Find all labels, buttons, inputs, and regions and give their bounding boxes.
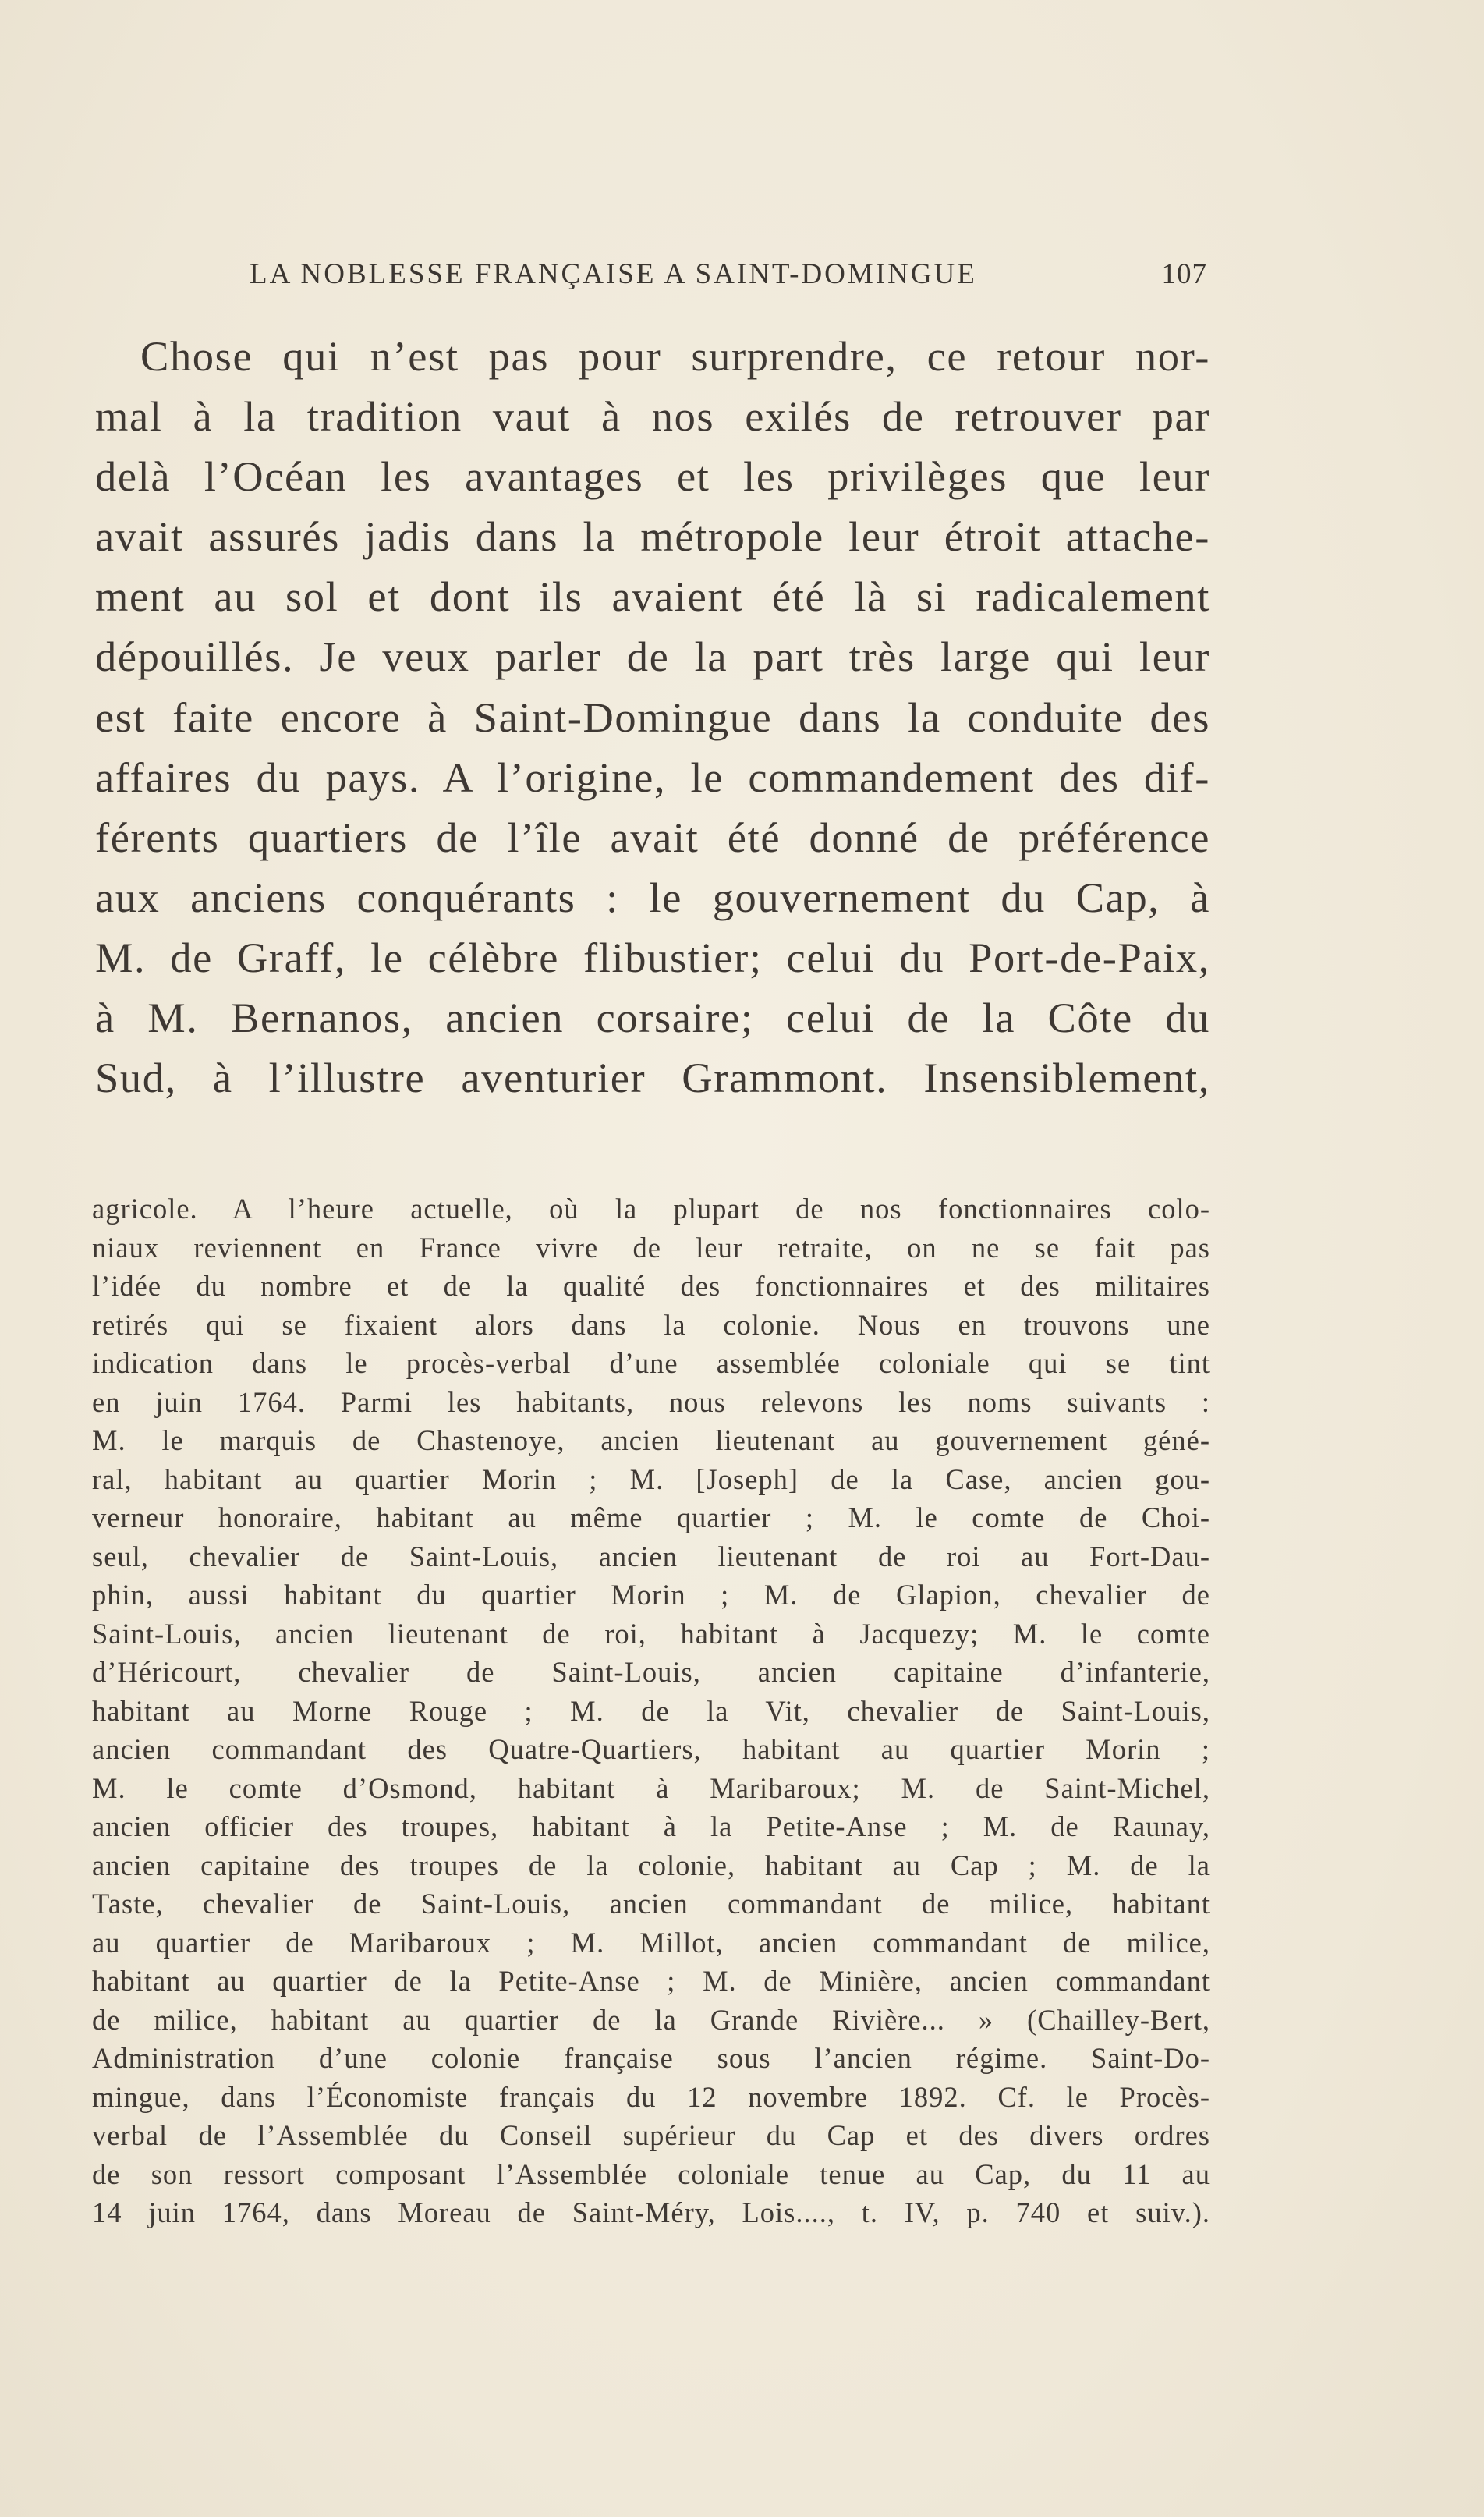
body-line: delà l’Océan les avantages et les privilèges que leur (95, 452, 1210, 501)
body-line: avait assurés jadis dans la métropole leur étroit attache- (95, 512, 1210, 561)
body-line: Chose qui n’est pas pour surprendre, ce retour nor- (140, 332, 1210, 380)
body-line: ment au sol et dont ils avaient été là si radicalement (95, 573, 1210, 621)
footnote-line: verbal de l’Assemblée du Conseil supérieur du Cap et des divers ordres (92, 2119, 1210, 2151)
footnote-line: M. le marquis de Chastenoye, ancien lieutenant au gouvernement géné- (92, 1424, 1210, 1456)
body-line: à M. Bernanos, ancien corsaire; celui de la Côte du (95, 994, 1210, 1042)
footnote-line: habitant au quartier de la Petite-Anse ; M. de Minière, ancien commandant (92, 1965, 1210, 1997)
footnote-line: habitant au Morne Rouge ; M. de la Vit, chevalier de Saint-Louis, (92, 1694, 1210, 1727)
footnote-line: l’idée du nombre et de la qualité des fonctionnaires et des militaires (92, 1270, 1210, 1302)
footnote-line: M. le comte d’Osmond, habitant à Maribaroux; M. de Saint-Michel, (92, 1771, 1210, 1804)
footnote-line: Administration d’une colonie française sous l’ancien régime. Saint-Do- (92, 2042, 1210, 2074)
footnote-line: Saint-Louis, ancien lieutenant de roi, habitant à Jacquezy; M. le comte (92, 1617, 1210, 1650)
footnote-line: indication dans le procès-verbal d’une assemblée coloniale qui se tint (92, 1347, 1210, 1379)
footnote-line: phin, aussi habitant du quartier Morin ; M. de Glapion, chevalier de (92, 1579, 1210, 1611)
footnote-line: Taste, chevalier de Saint-Louis, ancien commandant de milice, habitant (92, 1888, 1210, 1920)
footnote-line: ancien capitaine des troupes de la colonie, habitant au Cap ; M. de la (92, 1849, 1210, 1881)
body-line: Sud, à l’illustre aventurier Grammont. Insensiblement, (95, 1054, 1210, 1102)
footnote-line: d’Héricourt, chevalier de Saint-Louis, ancien capitaine d’infanterie, (92, 1656, 1210, 1688)
footnote-line: ancien commandant des Quatre-Quartiers, habitant au quartier Morin ; (92, 1733, 1210, 1765)
footnote (92, 1189, 1210, 2232)
footnote-line: ral, habitant au quartier Morin ; M. [Joseph] de la Case, ancien gou- (92, 1462, 1210, 1495)
body-line: mal à la tradition vaut à nos exilés de retrouver par (95, 392, 1210, 441)
page-header (250, 257, 1207, 296)
footnote-line: en juin 1764. Parmi les habitants, nous relevons les noms suivants : (92, 1385, 1210, 1418)
body-line: est faite encore à Saint-Domingue dans la conduite des (95, 693, 1210, 741)
body-line: affaires du pays. A l’origine, le commandement des dif- (95, 753, 1210, 801)
running-title: LA NOBLESSE FRANÇAISE A SAINT-DOMINGUE (250, 258, 977, 290)
footnote-line: mingue, dans l’Économiste français du 12 novembre 1892. Cf. le Procès- (92, 2080, 1210, 2113)
page-number: 107 (1161, 258, 1207, 290)
footnote-line: de son ressort composant l’Assemblée coloniale tenue au Cap, du 11 au (92, 2157, 1210, 2190)
footnote-line: au quartier de Maribaroux ; M. Millot, ancien commandant de milice, (92, 1926, 1210, 1959)
body-line: aux anciens conquérants : le gouvernement du Cap, à (95, 873, 1210, 921)
footnote-line: ancien officier des troupes, habitant à la Petite-Anse ; M. de Raunay, (92, 1810, 1210, 1842)
footnote-line: niaux reviennent en France vivre de leur retraite, on ne se fait pas (92, 1231, 1210, 1264)
footnote-line: de milice, habitant au quartier de la Grande Rivière... » (Chailley-Bert, (92, 2003, 1210, 2036)
footnote-line: seul, chevalier de Saint-Louis, ancien lieutenant de roi au Fort-Dau- (92, 1540, 1210, 1572)
body-line: M. de Graff, le célèbre flibustier; celui du Port-de-Paix, (95, 933, 1210, 981)
footnote-line: retirés qui se fixaient alors dans la colonie. Nous en trouvons une (92, 1308, 1210, 1341)
body-line: dépouillés. Je veux parler de la part très large qui leur (95, 633, 1210, 681)
main-body-text (95, 326, 1210, 1108)
footnote-line: verneur honoraire, habitant au même quartier ; M. le comte de Choi- (92, 1501, 1210, 1533)
body-line: férents quartiers de l’île avait été donné de préférence (95, 813, 1210, 861)
footnote-line: agricole. A l’heure actuelle, où la plupart de nos fonctionnaires colo- (92, 1193, 1210, 1225)
footnote-line: 14 juin 1764, dans Moreau de Saint-Méry, Lois...., t. IV, p. 740 et suiv.). (92, 2196, 1210, 2228)
